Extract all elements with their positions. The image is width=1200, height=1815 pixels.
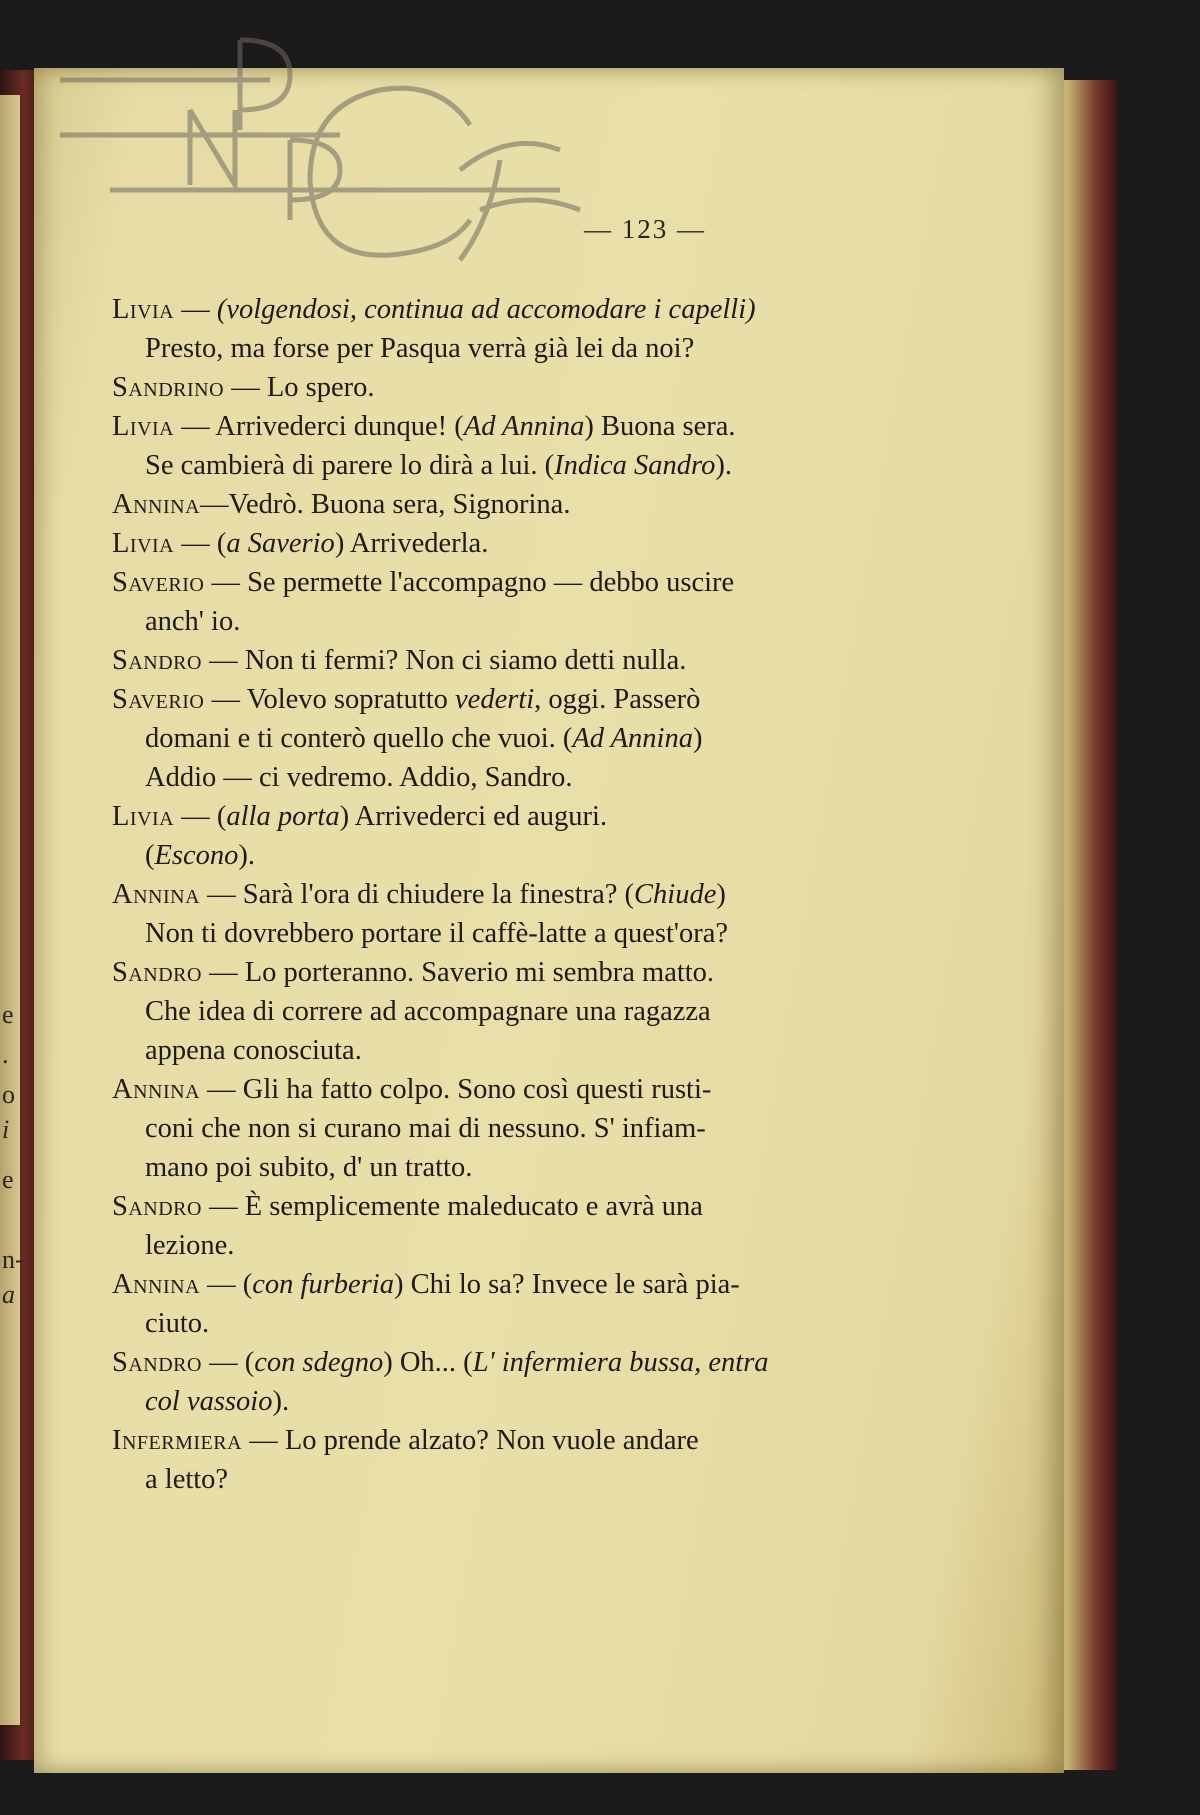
dialogue-segment: Se cambierà di parere lo dirà a lui. ( [145,450,555,481]
text-line [112,1187,922,1226]
text-line [112,1460,922,1499]
dialogue-entry [112,563,922,641]
stage-direction: Chiude [634,879,717,910]
text-line [112,680,922,719]
left-page-fragment: n- [2,1245,24,1274]
dialogue-entry [112,290,922,368]
text-line [112,875,922,914]
speaker-name: Sandro [112,645,202,676]
dialogue-segment: — Se permette l'accompagno — debbo uscire [204,567,735,598]
stage-direction: con sdegno [254,1347,384,1378]
dialogue-segment: — ( [201,1347,255,1378]
dialogue-entry [112,875,922,953]
text-line [112,719,922,758]
dialogue-segment: Presto, ma forse per Pasqua verrà già lei da noi? [145,333,695,364]
dialogue-segment: Addio — ci vedremo. Addio, Sandro. [145,762,573,793]
stage-direction: col vassoio [145,1386,273,1417]
dialogue-segment: — Lo prende alzato? Non vuole andare [242,1425,699,1456]
dialogue-segment: — [174,294,217,325]
text-line [112,446,922,485]
dialogue-segment: ) Buona sera. [584,411,736,442]
speaker-name: Infermiera [112,1425,243,1456]
stage-direction: Escono [154,840,239,871]
dialogue-segment: a letto? [145,1464,229,1495]
stage-direction: con furberia [252,1269,394,1300]
speaker-name: Livia [112,294,175,325]
stage-direction: a Saverio [226,528,335,559]
dialogue-segment: — Volevo sopratutto [204,684,456,715]
dialogue-segment: —Vedrò. Buona sera, Signorina. [200,489,571,520]
dialogue-segment: ) Oh... ( [383,1347,473,1378]
dialogue-segment: — Arrivederci dunque! ( [174,411,464,442]
text-line [112,1304,922,1343]
dialogue-entry [112,1187,922,1265]
speaker-name: Livia [112,528,175,559]
dialogue-segment: — ( [174,801,227,832]
dialogue-segment: mano poi subito, d' un tratto. [145,1152,473,1183]
text-line [112,1070,922,1109]
stage-direction: L' infermiera bussa, entra [472,1347,769,1378]
text-line [112,1031,922,1070]
text-line [112,368,922,407]
dialogue-segment: ) [716,879,726,910]
dialogue-segment: ) [692,723,703,754]
stage-direction: Ad Annina [463,411,585,442]
dialogue-segment: — Gli ha fatto colpo. Sono così questi rusti- [200,1074,712,1105]
dialogue-segment: , oggi. Passerò [534,684,701,715]
text-line [112,1265,922,1304]
dialogue-entry [112,680,922,797]
dialogue-entry [112,641,922,680]
stage-direction: (volgendosi, continua ad accomodare i capelli) [216,294,756,325]
dialogue-segment: — Lo porteranno. Saverio mi sembra matto. [201,957,715,988]
left-page-fragment: . [2,1040,9,1069]
dialogue-segment: ) Chi lo sa? Invece le sarà pia- [393,1269,740,1300]
text-line [112,992,922,1031]
dialogue-segment: ) Arrivederla. [334,528,489,559]
dialogue-segment: Non ti dovrebbero portare il caffè-latte a quest'ora? [145,918,729,949]
dialogue-entry [112,1343,922,1421]
text-line [112,524,922,563]
dialogue-segment: coni che non si curano mai di nessuno. S' infiam- [145,1113,706,1144]
dialogue-entry [112,524,922,563]
left-page-fragment: i [2,1115,10,1144]
stage-direction: Indica Sandro [554,450,716,481]
text-line [112,953,922,992]
dialogue-segment: domani e ti conterò quello che vuoi. ( [145,723,573,754]
text-line [112,329,922,368]
speaker-name: Sandrino [112,372,225,403]
text-line [112,602,922,641]
page-number: — 123 — [0,214,1200,245]
speaker-name: Annina [112,1269,201,1300]
text-line [112,797,922,836]
dialogue-entry [112,485,922,524]
text-line [112,914,922,953]
speaker-name: Sandro [112,1347,202,1378]
speaker-name: Livia [112,411,175,442]
dialogue-entry [112,953,922,1070]
dialogue-segment: Che idea di correre ad accompagnare una ragazza [145,996,711,1027]
left-page-fragment: e [2,1000,14,1029]
speaker-name: Annina [112,489,201,520]
text-line [112,1382,922,1421]
text-line [112,836,922,875]
dialogue-text [112,290,922,1499]
text-line [112,1421,922,1460]
dialogue-entry [112,1265,922,1343]
text-line [112,758,922,797]
speaker-name: Annina [112,879,201,910]
speaker-name: Annina [112,1074,201,1105]
text-line [112,1226,922,1265]
dialogue-segment: — ( [200,1269,253,1300]
dialogue-segment: — Sarà l'ora di chiudere la finestra? ( [200,879,635,910]
dialogue-segment: ). [238,840,256,871]
speaker-name: Saverio [112,567,205,598]
text-line [112,1343,922,1382]
text-line [112,485,922,524]
left-page-fragment: o [2,1080,15,1109]
stage-direction: vederti [455,684,535,715]
text-line [112,407,922,446]
dialogue-entry [112,1070,922,1187]
dialogue-segment: ciuto. [145,1308,210,1339]
dialogue-entry [112,407,922,485]
dialogue-segment: — Non ti fermi? Non ci siamo detti nulla. [201,645,687,676]
dialogue-entry [112,1421,922,1499]
text-line [112,563,922,602]
previous-page-edge [0,95,24,1725]
dialogue-entry [112,368,922,407]
dialogue-segment: — Lo spero. [224,372,375,403]
dialogue-segment: ( [145,840,155,871]
speaker-name: Sandro [112,1191,202,1222]
left-page-fragment: e [2,1165,14,1194]
speaker-name: Saverio [112,684,205,715]
dialogue-segment: — ( [174,528,227,559]
dialogue-segment: appena conosciuta. [145,1035,362,1066]
text-line [112,1109,922,1148]
left-page-fragment: a [2,1280,15,1309]
dialogue-entry [112,797,922,875]
speaker-name: Livia [112,801,175,832]
speaker-name: Sandro [112,957,202,988]
stage-direction: Ad Annina [572,723,693,754]
dialogue-segment: ) Arrivederci ed auguri. [339,801,608,832]
dialogue-segment: ). [715,450,732,481]
stage-direction: alla porta [226,801,340,832]
text-line [112,641,922,680]
text-line [112,290,922,329]
dialogue-segment: — È semplicemente maleducato e avrà una [201,1191,703,1222]
dialogue-segment: ). [272,1386,290,1417]
dialogue-segment: lezione. [145,1230,235,1261]
dialogue-segment: anch' io. [145,606,241,637]
text-line [112,1148,922,1187]
